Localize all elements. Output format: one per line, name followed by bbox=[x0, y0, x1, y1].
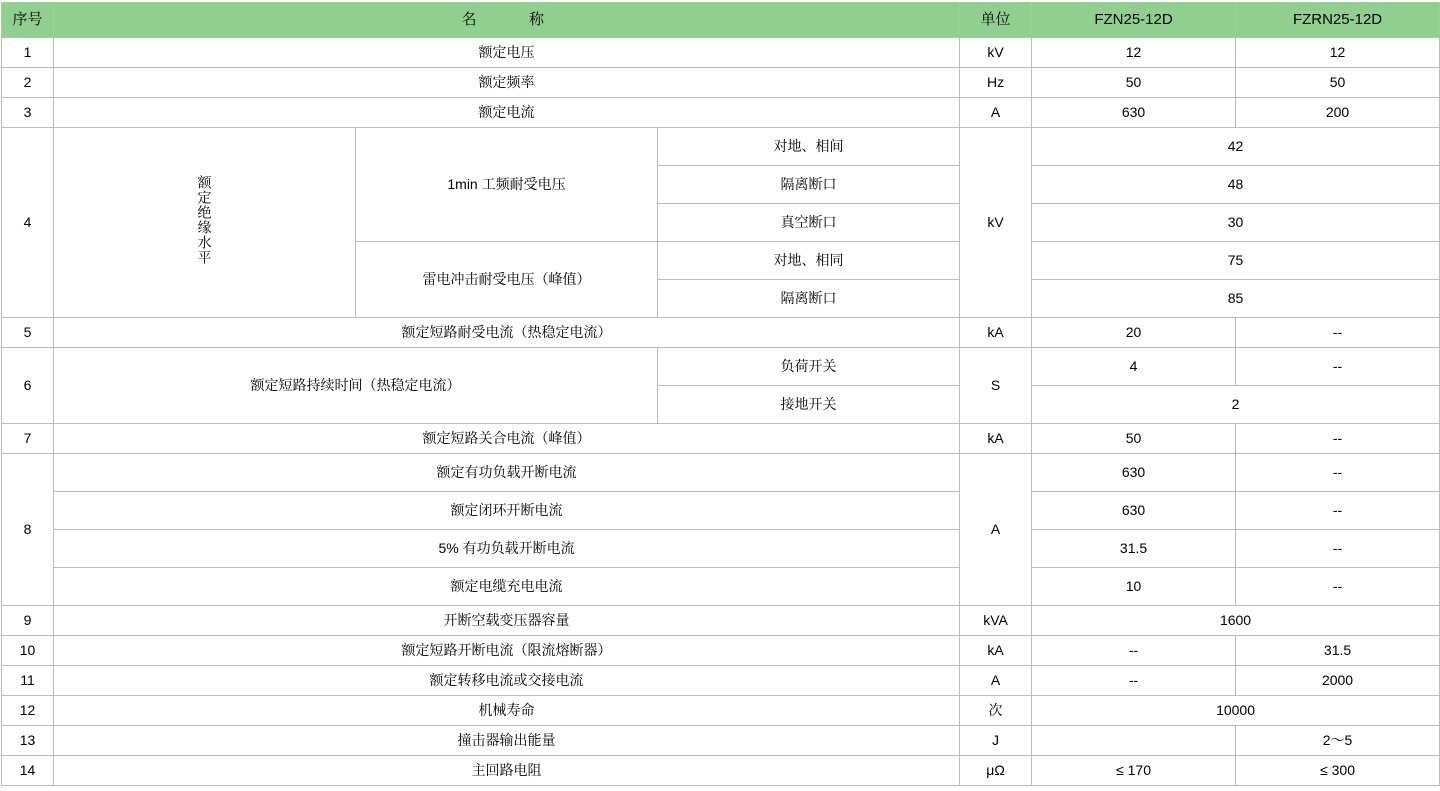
row-unit: kA bbox=[960, 636, 1032, 666]
row-no: 3 bbox=[2, 98, 54, 128]
row-value-2: 50 bbox=[1236, 68, 1440, 98]
row-no: 7 bbox=[2, 424, 54, 454]
header-model-1: FZN25-12D bbox=[1032, 3, 1236, 38]
sub-item-name: 对地、相同 bbox=[658, 242, 960, 280]
row-value-1: 31.5 bbox=[1032, 530, 1236, 568]
table-row bbox=[2, 696, 1440, 726]
row-value-1: 4 bbox=[1032, 348, 1236, 386]
row-no: 8 bbox=[2, 454, 54, 606]
sub-item-name: 对地、相间 bbox=[658, 128, 960, 166]
group-label-insulation: 额定绝缘水平 bbox=[54, 128, 356, 318]
row-value-2: 200 bbox=[1236, 98, 1440, 128]
row-value-2: 12 bbox=[1236, 38, 1440, 68]
row-value-1: -- bbox=[1032, 666, 1236, 696]
sub-item-name: 额定闭环开断电流 bbox=[54, 492, 960, 530]
row-name: 额定电压 bbox=[54, 38, 960, 68]
table-row bbox=[2, 756, 1440, 786]
row-value-1: 50 bbox=[1032, 68, 1236, 98]
table-row bbox=[2, 666, 1440, 696]
row-name: 额定短路关合电流（峰值） bbox=[54, 424, 960, 454]
specification-table bbox=[1, 2, 1440, 786]
row-value-2: -- bbox=[1236, 454, 1440, 492]
row-value-1: 630 bbox=[1032, 454, 1236, 492]
row-name: 额定电流 bbox=[54, 98, 960, 128]
row-unit: S bbox=[960, 348, 1032, 424]
row-value-2: -- bbox=[1236, 424, 1440, 454]
row-value-1: 630 bbox=[1032, 492, 1236, 530]
row-unit: 次 bbox=[960, 696, 1032, 726]
row-value-1: 12 bbox=[1032, 38, 1236, 68]
sub-item-name: 接地开关 bbox=[658, 386, 960, 424]
row-value-1: 630 bbox=[1032, 98, 1236, 128]
sub-item-name: 5% 有功负载开断电流 bbox=[54, 530, 960, 568]
row-no: 9 bbox=[2, 606, 54, 636]
table-row bbox=[2, 726, 1440, 756]
table-row bbox=[2, 492, 1440, 530]
row-value-1 bbox=[1032, 726, 1236, 756]
table-row bbox=[2, 454, 1440, 492]
header-no: 序号 bbox=[2, 3, 54, 38]
group-label-short-circuit-duration: 额定短路持续时间（热稳定电流） bbox=[54, 348, 658, 424]
sub-item-name: 负荷开关 bbox=[658, 348, 960, 386]
row-no: 13 bbox=[2, 726, 54, 756]
row-no: 2 bbox=[2, 68, 54, 98]
row-no: 10 bbox=[2, 636, 54, 666]
header-model-2: FZRN25-12D bbox=[1236, 3, 1440, 38]
table-row bbox=[2, 530, 1440, 568]
sub-item-name: 额定电缆充电电流 bbox=[54, 568, 960, 606]
row-unit: kV bbox=[960, 38, 1032, 68]
header-unit: 单位 bbox=[960, 3, 1032, 38]
row-value-2: -- bbox=[1236, 318, 1440, 348]
sub-item-value: 85 bbox=[1032, 280, 1440, 318]
row-name: 额定短路开断电流（限流熔断器） bbox=[54, 636, 960, 666]
table-row bbox=[2, 424, 1440, 454]
table-row bbox=[2, 68, 1440, 98]
row-name: 主回路电阻 bbox=[54, 756, 960, 786]
table-row bbox=[2, 128, 1440, 166]
table-row bbox=[2, 318, 1440, 348]
row-unit: kA bbox=[960, 318, 1032, 348]
row-value-span: 1600 bbox=[1032, 606, 1440, 636]
row-no: 1 bbox=[2, 38, 54, 68]
row-value-1: -- bbox=[1032, 636, 1236, 666]
row-no: 11 bbox=[2, 666, 54, 696]
subgroup-power-frequency: 1min 工频耐受电压 bbox=[356, 128, 658, 242]
subgroup-lightning-impulse: 雷电冲击耐受电压（峰值） bbox=[356, 242, 658, 318]
row-value-2: -- bbox=[1236, 348, 1440, 386]
row-unit: Hz bbox=[960, 68, 1032, 98]
sub-item-value: 2 bbox=[1032, 386, 1440, 424]
row-value-1: 10 bbox=[1032, 568, 1236, 606]
sub-item-value: 75 bbox=[1032, 242, 1440, 280]
row-value-2: -- bbox=[1236, 568, 1440, 606]
table-header-row bbox=[2, 3, 1440, 38]
row-name: 额定短路耐受电流（热稳定电流） bbox=[54, 318, 960, 348]
row-value-1: 20 bbox=[1032, 318, 1236, 348]
row-name: 额定转移电流或交接电流 bbox=[54, 666, 960, 696]
sub-item-name: 真空断口 bbox=[658, 204, 960, 242]
row-unit: kV bbox=[960, 128, 1032, 318]
table-row bbox=[2, 98, 1440, 128]
sub-item-value: 42 bbox=[1032, 128, 1440, 166]
sub-item-value: 30 bbox=[1032, 204, 1440, 242]
row-value-2: -- bbox=[1236, 492, 1440, 530]
row-unit: μΩ bbox=[960, 756, 1032, 786]
row-no: 5 bbox=[2, 318, 54, 348]
row-unit: A bbox=[960, 98, 1032, 128]
row-name: 撞击器输出能量 bbox=[54, 726, 960, 756]
row-value-2: ≤ 300 bbox=[1236, 756, 1440, 786]
row-no: 4 bbox=[2, 128, 54, 318]
table-row bbox=[2, 568, 1440, 606]
row-unit: A bbox=[960, 454, 1032, 606]
row-no: 14 bbox=[2, 756, 54, 786]
row-unit: A bbox=[960, 666, 1032, 696]
sub-item-name: 隔离断口 bbox=[658, 280, 960, 318]
row-unit: kVA bbox=[960, 606, 1032, 636]
row-value-2: 2～5 bbox=[1236, 726, 1440, 756]
row-name: 机械寿命 bbox=[54, 696, 960, 726]
sub-item-name: 隔离断口 bbox=[658, 166, 960, 204]
table-row bbox=[2, 636, 1440, 666]
row-name: 额定频率 bbox=[54, 68, 960, 98]
table-row bbox=[2, 348, 1440, 386]
row-value-1: ≤ 170 bbox=[1032, 756, 1236, 786]
row-value-2: -- bbox=[1236, 530, 1440, 568]
sub-item-value: 48 bbox=[1032, 166, 1440, 204]
table-row bbox=[2, 606, 1440, 636]
row-name: 开断空载变压器容量 bbox=[54, 606, 960, 636]
sub-item-name: 额定有功负载开断电流 bbox=[54, 454, 960, 492]
row-no: 12 bbox=[2, 696, 54, 726]
row-no: 6 bbox=[2, 348, 54, 424]
row-value-1: 50 bbox=[1032, 424, 1236, 454]
row-value-2: 2000 bbox=[1236, 666, 1440, 696]
table-row bbox=[2, 38, 1440, 68]
row-unit: J bbox=[960, 726, 1032, 756]
row-unit: kA bbox=[960, 424, 1032, 454]
row-value-span: 10000 bbox=[1032, 696, 1440, 726]
header-name: 名 称 bbox=[54, 3, 960, 38]
row-value-2: 31.5 bbox=[1236, 636, 1440, 666]
